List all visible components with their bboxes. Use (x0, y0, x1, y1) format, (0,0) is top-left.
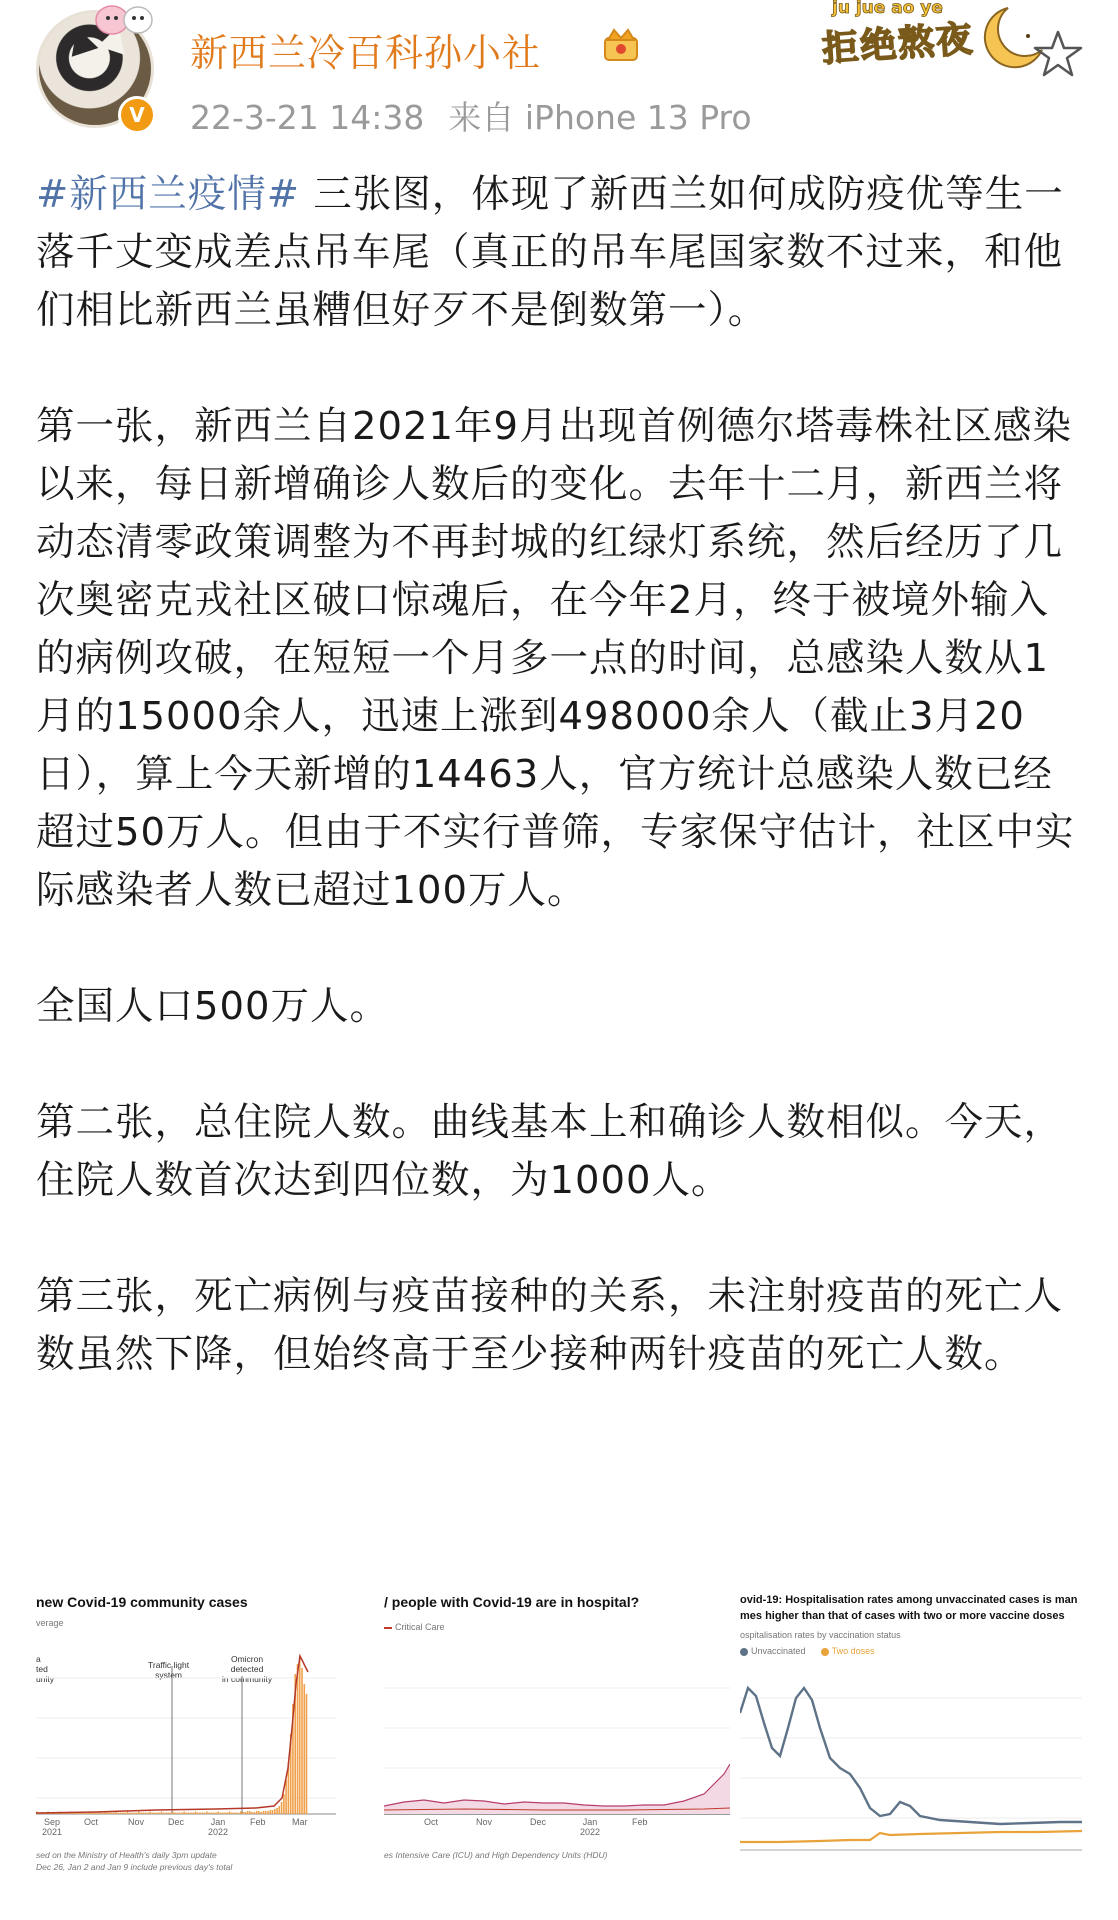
post-image-community-cases[interactable] (36, 1588, 376, 1918)
paragraph-intro-text: 三张图，体现了新西兰如何成防疫优等生一落千丈变成差点吊车尾（真正的吊车尾国家数不过来，和他们相比新西兰虽糟但好歹不是倒数第一）。 (36, 172, 1064, 333)
daily-case-bar (270, 1810, 272, 1814)
daily-case-bar (120, 1813, 122, 1815)
daily-case-bar (211, 1813, 213, 1815)
daily-case-bar (165, 1813, 167, 1815)
daily-case-bar (206, 1812, 208, 1815)
daily-case-bar (170, 1813, 172, 1815)
axis-tick: Nov (128, 1817, 145, 1827)
daily-case-bar (249, 1811, 251, 1814)
daily-case-bar (97, 1813, 99, 1815)
daily-case-bar (297, 1664, 299, 1814)
post-meta (190, 92, 752, 139)
daily-case-bar (161, 1812, 163, 1815)
vaccination-chart (740, 1588, 1082, 1918)
daily-case-bar (256, 1811, 258, 1814)
daily-case-bar (260, 1812, 262, 1814)
post-header (0, 0, 1118, 150)
daily-case-bar (265, 1811, 267, 1814)
hospital-chart (384, 1588, 730, 1918)
daily-case-bar (267, 1811, 269, 1814)
daily-case-bar (299, 1656, 301, 1814)
daily-case-bar (163, 1813, 165, 1815)
axis-tick: Jan 2022 (580, 1817, 601, 1837)
axis-tick: Feb (632, 1817, 648, 1827)
paragraph-intro (36, 166, 1086, 340)
daily-case-bar (122, 1813, 124, 1815)
daily-case-bar (274, 1809, 276, 1814)
daily-case-bar (195, 1812, 197, 1815)
daily-case-bar (229, 1812, 231, 1815)
daily-case-bar (181, 1813, 183, 1815)
daily-case-bar (204, 1813, 206, 1815)
daily-case-bar (304, 1684, 306, 1814)
daily-case-bar (215, 1813, 217, 1815)
daily-case-bar (306, 1694, 308, 1814)
daily-case-bar (279, 1806, 281, 1814)
axis-tick: Dec (168, 1817, 185, 1827)
image-annotation: a ted unity (36, 1654, 54, 1684)
username-link[interactable]: 新西兰冷百科孙小社 (190, 31, 542, 75)
daily-case-bar (124, 1813, 126, 1815)
image-legend: Critical Care (384, 1622, 445, 1632)
post-timestamp: 22-3-21 14:38 (190, 98, 425, 137)
daily-case-bar (100, 1813, 102, 1815)
daily-case-bar (188, 1813, 190, 1815)
daily-case-bar (301, 1668, 303, 1814)
daily-case-bar (281, 1802, 283, 1814)
axis-tick: Sep 2021 (42, 1817, 63, 1837)
daily-case-bar (254, 1812, 256, 1814)
daily-case-bar (145, 1813, 147, 1815)
daily-case-bar (140, 1813, 142, 1815)
daily-case-bar (158, 1813, 160, 1815)
daily-case-bar (186, 1813, 188, 1815)
sticker-text: 拒绝熬夜 (820, 18, 976, 71)
daily-case-bar (106, 1813, 108, 1815)
daily-case-bar (238, 1813, 240, 1815)
daily-case-bar (147, 1813, 149, 1815)
star-icon[interactable] (1030, 26, 1086, 82)
daily-case-bar (183, 1812, 185, 1815)
daily-case-bar (231, 1813, 233, 1815)
daily-case-bar (154, 1813, 156, 1815)
sticker-pinyin: ju jue ao ye (832, 0, 943, 18)
image-footnote: es Intensive Care (ICU) and High Dependency Units (HDU) (384, 1850, 608, 1860)
daily-case-bar (263, 1811, 265, 1814)
daily-case-bar (111, 1813, 113, 1815)
daily-case-bar (222, 1813, 224, 1815)
daily-case-bar (127, 1812, 129, 1815)
daily-case-bar (285, 1780, 287, 1814)
axis-tick: Feb (250, 1817, 266, 1827)
daily-case-bar (109, 1813, 111, 1815)
daily-case-bar (226, 1813, 228, 1815)
paragraph-first-chart: 第一张，新西兰自2021年9月出现首例德尔塔毒株社区感染以来，每日新增确诊人数后的变化。去年十二月，新西兰将动态清零政策调整为不再封城的红绿灯系统，然后经历了几次奥密克戎社区破口惊魂后，在今年2月，终于被境外输入的病例攻破，在短短一个月多一点的时间，总感染人数从1月的15000余人，迅速上涨到498000余人（截止3月20日），算上今天新增的14463人，官方统计总感染人数已经超过50万人。但由于不实行普筛，专家保守估计，社区中实际感染者人数已超过100万人。 (36, 404, 1075, 913)
axis-tick: Jan 2022 (208, 1817, 229, 1837)
post-image-vaccination-rates[interactable] (740, 1588, 1082, 1918)
axis-tick: Dec (530, 1817, 547, 1827)
daily-case-bar (172, 1812, 174, 1815)
daily-case-bar (236, 1813, 238, 1815)
daily-case-bar (247, 1811, 249, 1814)
image-title: ovid-19: Hospitalisation rates among unvaccinated cases is man (740, 1594, 1078, 1606)
daily-case-bar (245, 1812, 247, 1814)
daily-case-bar (152, 1813, 154, 1815)
image-footnote: Dec 26, Jan 2 and Jan 9 include previous day's total (36, 1862, 233, 1872)
image-title: / people with Covid-19 are in hospital? (384, 1594, 640, 1610)
daily-case-bar (102, 1813, 104, 1815)
verified-badge: V (118, 96, 156, 134)
avatar-decoration-icon (92, 0, 156, 40)
daily-case-bar (258, 1811, 260, 1814)
daily-case-bar (138, 1812, 140, 1815)
daily-case-bar (220, 1813, 222, 1815)
paragraph-second-chart: 第二张，总住院人数。曲线基本上和确诊人数相似。今天，住院人数首次达到四位数，为1000人。 (36, 1100, 1064, 1203)
daily-case-bar (190, 1813, 192, 1815)
paragraph-third-chart: 第三张，死亡病例与疫苗接种的关系，未注射疫苗的死亡人数虽然下降，但始终高于至少接种两针疫苗的死亡人数。 (36, 1274, 1064, 1377)
post-source: 来自 iPhone 13 Pro (448, 98, 752, 137)
daily-case-bar (136, 1813, 138, 1815)
image-subtitle: ospitalisation rates by vaccination status (740, 1630, 901, 1640)
daily-case-bar (233, 1813, 235, 1815)
image-title: new Covid-19 community cases (36, 1594, 248, 1610)
daily-case-bar (251, 1812, 253, 1814)
image-annotation: Traffic light system (148, 1660, 190, 1680)
daily-case-bar (143, 1813, 145, 1815)
crown-icon (600, 24, 642, 66)
axis-tick: Mar (292, 1817, 308, 1827)
daily-case-bar (199, 1813, 201, 1815)
daily-case-bar (177, 1813, 179, 1815)
image-subtitle: verage (36, 1618, 64, 1628)
daily-case-bar (202, 1813, 204, 1815)
post-image-hospitalisations[interactable] (384, 1588, 730, 1918)
image-title-line2: mes higher than that of cases with two or more vaccine doses (740, 1610, 1065, 1622)
daily-case-bar (134, 1813, 136, 1815)
daily-case-bar (283, 1794, 285, 1814)
daily-case-bar (272, 1810, 274, 1814)
image-footnote: sed on the Ministry of Health's daily 3pm update (36, 1850, 217, 1860)
daily-case-bar (217, 1812, 219, 1815)
daily-case-bar (208, 1813, 210, 1815)
axis-tick: Oct (84, 1817, 99, 1827)
daily-case-bar (131, 1813, 133, 1815)
daily-case-bar (224, 1813, 226, 1815)
daily-case-bar (242, 1812, 244, 1814)
daily-case-bar (197, 1813, 199, 1815)
daily-case-bar (179, 1813, 181, 1815)
hashtag-link[interactable]: #新西兰疫情# (36, 172, 301, 217)
daily-case-bar (156, 1813, 158, 1815)
daily-case-bar (174, 1813, 176, 1815)
daily-case-bar (113, 1813, 115, 1815)
image-legend: Unvaccinated Two doses (740, 1646, 875, 1656)
daily-case-bar (276, 1808, 278, 1814)
axis-tick: Oct (424, 1817, 439, 1827)
axis-tick: Nov (476, 1817, 493, 1827)
daily-case-bar (149, 1812, 151, 1815)
paragraph-population: 全国人口500万人。 (36, 984, 389, 1029)
daily-case-bar (240, 1812, 242, 1815)
daily-case-bar (118, 1813, 120, 1815)
daily-case-bar (213, 1813, 215, 1815)
daily-case-bar (168, 1813, 170, 1815)
post-content (36, 166, 1086, 1384)
image-annotation: Omicron detected in community (222, 1654, 273, 1684)
daily-case-bar (192, 1813, 194, 1815)
daily-case-bar (129, 1813, 131, 1815)
